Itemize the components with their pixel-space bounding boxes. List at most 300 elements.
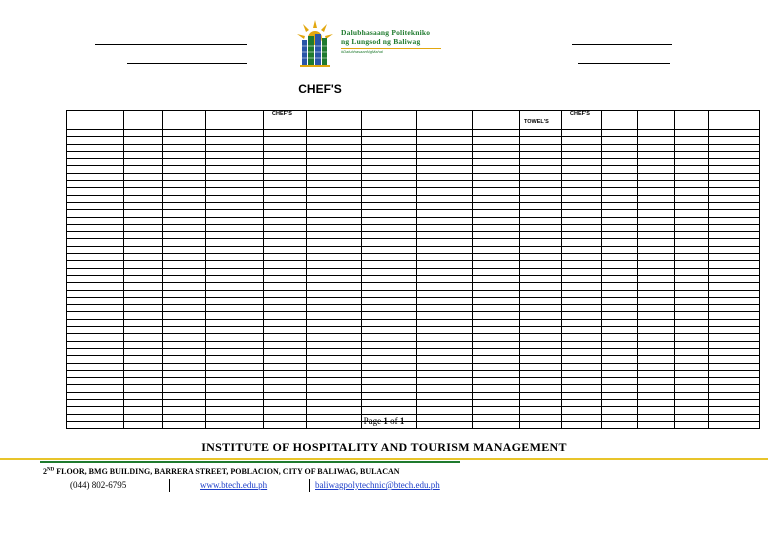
table-cell[interactable] xyxy=(562,327,602,334)
table-cell[interactable] xyxy=(473,392,520,399)
table-cell[interactable] xyxy=(417,312,473,319)
table-cell[interactable] xyxy=(124,319,163,326)
table-cell[interactable] xyxy=(675,290,709,297)
table-cell[interactable] xyxy=(473,239,520,246)
table-cell[interactable] xyxy=(473,283,520,290)
table-cell[interactable] xyxy=(709,246,760,253)
table-cell[interactable] xyxy=(602,290,638,297)
table-cell[interactable] xyxy=(602,297,638,304)
table-cell[interactable] xyxy=(206,385,264,392)
table-cell[interactable] xyxy=(709,392,760,399)
table-cell[interactable] xyxy=(124,268,163,275)
table-cell[interactable] xyxy=(417,195,473,202)
table-cell[interactable] xyxy=(206,202,264,209)
table-cell[interactable] xyxy=(709,202,760,209)
table-cell[interactable] xyxy=(675,341,709,348)
table-cell[interactable] xyxy=(520,137,562,144)
table-cell[interactable] xyxy=(264,166,307,173)
table-cell[interactable] xyxy=(362,334,417,341)
table-cell[interactable] xyxy=(124,356,163,363)
table-cell[interactable] xyxy=(67,297,124,304)
table-cell[interactable] xyxy=(602,159,638,166)
table-cell[interactable] xyxy=(562,239,602,246)
table-cell[interactable] xyxy=(307,275,362,282)
table-cell[interactable] xyxy=(264,378,307,385)
table-cell[interactable] xyxy=(417,378,473,385)
table-cell[interactable] xyxy=(638,378,675,385)
table-cell[interactable] xyxy=(163,305,206,312)
table-cell[interactable] xyxy=(307,283,362,290)
table-cell[interactable] xyxy=(124,173,163,180)
table-cell[interactable] xyxy=(520,151,562,158)
table-cell[interactable] xyxy=(417,370,473,377)
table-cell[interactable] xyxy=(307,232,362,239)
table-cell[interactable] xyxy=(163,137,206,144)
table-cell[interactable] xyxy=(163,334,206,341)
table-cell[interactable] xyxy=(638,327,675,334)
table-cell[interactable] xyxy=(562,392,602,399)
table-cell[interactable] xyxy=(709,348,760,355)
table-cell[interactable] xyxy=(124,290,163,297)
table-cell[interactable] xyxy=(675,159,709,166)
table-cell[interactable] xyxy=(709,210,760,217)
table-cell[interactable] xyxy=(417,283,473,290)
table-cell[interactable] xyxy=(124,407,163,414)
table-cell[interactable] xyxy=(417,137,473,144)
table-cell[interactable] xyxy=(307,268,362,275)
table-cell[interactable] xyxy=(67,370,124,377)
table-cell[interactable] xyxy=(362,356,417,363)
table-cell[interactable] xyxy=(709,283,760,290)
table-cell[interactable] xyxy=(362,385,417,392)
table-cell[interactable] xyxy=(307,327,362,334)
table-cell[interactable] xyxy=(675,385,709,392)
table-cell[interactable] xyxy=(67,210,124,217)
table-cell[interactable] xyxy=(709,224,760,231)
table-cell[interactable] xyxy=(520,202,562,209)
table-cell[interactable] xyxy=(520,363,562,370)
table-cell[interactable] xyxy=(307,188,362,195)
table-cell[interactable] xyxy=(417,334,473,341)
table-cell[interactable] xyxy=(638,290,675,297)
table-cell[interactable] xyxy=(709,173,760,180)
table-cell[interactable] xyxy=(124,370,163,377)
table-cell[interactable] xyxy=(163,239,206,246)
table-cell[interactable] xyxy=(307,305,362,312)
table-cell[interactable] xyxy=(638,341,675,348)
table-cell[interactable] xyxy=(602,202,638,209)
table-cell[interactable] xyxy=(473,378,520,385)
table-cell[interactable] xyxy=(67,385,124,392)
table-cell[interactable] xyxy=(562,159,602,166)
table-cell[interactable] xyxy=(520,341,562,348)
table-cell[interactable] xyxy=(562,305,602,312)
table-cell[interactable] xyxy=(638,195,675,202)
table-cell[interactable] xyxy=(264,130,307,137)
table-cell[interactable] xyxy=(206,327,264,334)
table-cell[interactable] xyxy=(264,268,307,275)
table-cell[interactable] xyxy=(362,173,417,180)
table-cell[interactable] xyxy=(362,363,417,370)
table-cell[interactable] xyxy=(562,297,602,304)
table-cell[interactable] xyxy=(473,297,520,304)
table-cell[interactable] xyxy=(124,297,163,304)
table-cell[interactable] xyxy=(562,130,602,137)
table-cell[interactable] xyxy=(362,224,417,231)
table-cell[interactable] xyxy=(562,378,602,385)
table-cell[interactable] xyxy=(417,319,473,326)
table-cell[interactable] xyxy=(67,173,124,180)
table-cell[interactable] xyxy=(67,275,124,282)
table-cell[interactable] xyxy=(163,378,206,385)
table-cell[interactable] xyxy=(206,210,264,217)
table-cell[interactable] xyxy=(67,232,124,239)
table-cell[interactable] xyxy=(562,334,602,341)
table-cell[interactable] xyxy=(675,363,709,370)
table-cell[interactable] xyxy=(264,173,307,180)
table-cell[interactable] xyxy=(602,232,638,239)
table-cell[interactable] xyxy=(163,319,206,326)
table-cell[interactable] xyxy=(520,239,562,246)
table-cell[interactable] xyxy=(638,137,675,144)
table-cell[interactable] xyxy=(67,312,124,319)
table-cell[interactable] xyxy=(562,137,602,144)
table-cell[interactable] xyxy=(163,327,206,334)
table-cell[interactable] xyxy=(602,275,638,282)
table-cell[interactable] xyxy=(362,268,417,275)
table-cell[interactable] xyxy=(709,399,760,406)
table-cell[interactable] xyxy=(362,327,417,334)
table-cell[interactable] xyxy=(473,341,520,348)
table-cell[interactable] xyxy=(67,217,124,224)
table-cell[interactable] xyxy=(638,319,675,326)
table-cell[interactable] xyxy=(307,370,362,377)
table-cell[interactable] xyxy=(675,312,709,319)
table-cell[interactable] xyxy=(709,356,760,363)
table-cell[interactable] xyxy=(362,254,417,261)
table-cell[interactable] xyxy=(520,275,562,282)
table-cell[interactable] xyxy=(163,399,206,406)
table-cell[interactable] xyxy=(163,312,206,319)
table-cell[interactable] xyxy=(417,348,473,355)
table-cell[interactable] xyxy=(675,224,709,231)
table-cell[interactable] xyxy=(562,188,602,195)
table-cell[interactable] xyxy=(417,268,473,275)
table-cell[interactable] xyxy=(206,370,264,377)
table-cell[interactable] xyxy=(206,151,264,158)
table-cell[interactable] xyxy=(675,370,709,377)
table-cell[interactable] xyxy=(163,195,206,202)
table-cell[interactable] xyxy=(362,137,417,144)
table-cell[interactable] xyxy=(473,224,520,231)
table-cell[interactable] xyxy=(206,275,264,282)
table-cell[interactable] xyxy=(417,224,473,231)
table-cell[interactable] xyxy=(307,239,362,246)
table-cell[interactable] xyxy=(562,399,602,406)
table-cell[interactable] xyxy=(675,144,709,151)
table-cell[interactable] xyxy=(473,181,520,188)
table-cell[interactable] xyxy=(67,378,124,385)
table-cell[interactable] xyxy=(562,363,602,370)
table-cell[interactable] xyxy=(307,246,362,253)
table-cell[interactable] xyxy=(562,254,602,261)
table-cell[interactable] xyxy=(163,348,206,355)
table-cell[interactable] xyxy=(163,341,206,348)
table-cell[interactable] xyxy=(307,144,362,151)
table-cell[interactable] xyxy=(638,232,675,239)
table-cell[interactable] xyxy=(264,348,307,355)
table-cell[interactable] xyxy=(638,297,675,304)
table-cell[interactable] xyxy=(307,202,362,209)
table-cell[interactable] xyxy=(520,173,562,180)
table-cell[interactable] xyxy=(124,348,163,355)
table-cell[interactable] xyxy=(473,268,520,275)
table-cell[interactable] xyxy=(638,283,675,290)
table-cell[interactable] xyxy=(417,173,473,180)
table-cell[interactable] xyxy=(67,341,124,348)
table-cell[interactable] xyxy=(362,144,417,151)
table-cell[interactable] xyxy=(473,399,520,406)
table-cell[interactable] xyxy=(206,130,264,137)
table-cell[interactable] xyxy=(67,327,124,334)
table-cell[interactable] xyxy=(206,341,264,348)
table-cell[interactable] xyxy=(124,210,163,217)
table-cell[interactable] xyxy=(362,130,417,137)
table-cell[interactable] xyxy=(264,239,307,246)
table-cell[interactable] xyxy=(602,356,638,363)
table-cell[interactable] xyxy=(520,210,562,217)
table-cell[interactable] xyxy=(417,305,473,312)
table-cell[interactable] xyxy=(638,159,675,166)
table-cell[interactable] xyxy=(602,399,638,406)
table-cell[interactable] xyxy=(520,232,562,239)
table-cell[interactable] xyxy=(264,144,307,151)
table-cell[interactable] xyxy=(163,188,206,195)
table-cell[interactable] xyxy=(307,137,362,144)
table-cell[interactable] xyxy=(206,392,264,399)
table-cell[interactable] xyxy=(307,130,362,137)
table-cell[interactable] xyxy=(264,341,307,348)
table-cell[interactable] xyxy=(264,305,307,312)
table-cell[interactable] xyxy=(638,275,675,282)
table-cell[interactable] xyxy=(602,378,638,385)
table-cell[interactable] xyxy=(709,275,760,282)
table-cell[interactable] xyxy=(638,268,675,275)
table-cell[interactable] xyxy=(562,151,602,158)
table-cell[interactable] xyxy=(709,166,760,173)
table-cell[interactable] xyxy=(124,137,163,144)
table-cell[interactable] xyxy=(307,297,362,304)
table-cell[interactable] xyxy=(562,341,602,348)
table-cell[interactable] xyxy=(67,181,124,188)
table-cell[interactable] xyxy=(417,290,473,297)
table-cell[interactable] xyxy=(163,275,206,282)
table-cell[interactable] xyxy=(362,275,417,282)
table-cell[interactable] xyxy=(307,210,362,217)
table-cell[interactable] xyxy=(602,173,638,180)
table-cell[interactable] xyxy=(417,130,473,137)
table-cell[interactable] xyxy=(206,181,264,188)
table-cell[interactable] xyxy=(124,378,163,385)
table-cell[interactable] xyxy=(638,130,675,137)
table-cell[interactable] xyxy=(675,378,709,385)
table-cell[interactable] xyxy=(206,166,264,173)
table-cell[interactable] xyxy=(675,217,709,224)
table-cell[interactable] xyxy=(473,188,520,195)
table-cell[interactable] xyxy=(562,181,602,188)
table-cell[interactable] xyxy=(163,202,206,209)
table-cell[interactable] xyxy=(307,348,362,355)
table-cell[interactable] xyxy=(163,217,206,224)
table-cell[interactable] xyxy=(638,348,675,355)
table-cell[interactable] xyxy=(675,188,709,195)
table-cell[interactable] xyxy=(264,327,307,334)
table-cell[interactable] xyxy=(473,210,520,217)
table-cell[interactable] xyxy=(307,290,362,297)
table-cell[interactable] xyxy=(562,232,602,239)
table-cell[interactable] xyxy=(362,399,417,406)
table-cell[interactable] xyxy=(362,232,417,239)
table-cell[interactable] xyxy=(417,210,473,217)
table-cell[interactable] xyxy=(638,188,675,195)
table-cell[interactable] xyxy=(638,312,675,319)
table-cell[interactable] xyxy=(675,356,709,363)
table-cell[interactable] xyxy=(562,348,602,355)
table-cell[interactable] xyxy=(520,378,562,385)
table-cell[interactable] xyxy=(638,210,675,217)
table-cell[interactable] xyxy=(520,297,562,304)
table-cell[interactable] xyxy=(417,239,473,246)
table-cell[interactable] xyxy=(163,144,206,151)
table-cell[interactable] xyxy=(417,151,473,158)
table-cell[interactable] xyxy=(163,407,206,414)
table-cell[interactable] xyxy=(307,173,362,180)
table-cell[interactable] xyxy=(67,151,124,158)
table-cell[interactable] xyxy=(602,407,638,414)
table-cell[interactable] xyxy=(307,166,362,173)
table-cell[interactable] xyxy=(638,407,675,414)
table-cell[interactable] xyxy=(307,312,362,319)
table-cell[interactable] xyxy=(602,137,638,144)
table-cell[interactable] xyxy=(520,348,562,355)
table-cell[interactable] xyxy=(675,210,709,217)
table-cell[interactable] xyxy=(473,261,520,268)
table-cell[interactable] xyxy=(307,217,362,224)
table-cell[interactable] xyxy=(206,348,264,355)
table-cell[interactable] xyxy=(67,188,124,195)
table-cell[interactable] xyxy=(362,166,417,173)
table-cell[interactable] xyxy=(206,290,264,297)
table-cell[interactable] xyxy=(675,327,709,334)
table-cell[interactable] xyxy=(307,319,362,326)
table-cell[interactable] xyxy=(675,283,709,290)
table-cell[interactable] xyxy=(264,210,307,217)
table-cell[interactable] xyxy=(520,370,562,377)
table-cell[interactable] xyxy=(638,144,675,151)
table-cell[interactable] xyxy=(562,166,602,173)
table-cell[interactable] xyxy=(264,246,307,253)
table-cell[interactable] xyxy=(67,399,124,406)
table-cell[interactable] xyxy=(709,312,760,319)
table-cell[interactable] xyxy=(675,137,709,144)
table-cell[interactable] xyxy=(307,254,362,261)
table-cell[interactable] xyxy=(124,166,163,173)
table-cell[interactable] xyxy=(417,159,473,166)
table-cell[interactable] xyxy=(520,305,562,312)
table-cell[interactable] xyxy=(67,254,124,261)
table-cell[interactable] xyxy=(638,356,675,363)
table-cell[interactable] xyxy=(124,159,163,166)
table-cell[interactable] xyxy=(67,283,124,290)
table-cell[interactable] xyxy=(264,370,307,377)
table-cell[interactable] xyxy=(675,392,709,399)
table-cell[interactable] xyxy=(709,334,760,341)
table-cell[interactable] xyxy=(562,224,602,231)
table-cell[interactable] xyxy=(124,195,163,202)
table-cell[interactable] xyxy=(124,202,163,209)
table-cell[interactable] xyxy=(709,159,760,166)
table-cell[interactable] xyxy=(206,356,264,363)
table-cell[interactable] xyxy=(520,224,562,231)
table-cell[interactable] xyxy=(307,392,362,399)
table-cell[interactable] xyxy=(206,363,264,370)
table-cell[interactable] xyxy=(124,144,163,151)
table-cell[interactable] xyxy=(417,399,473,406)
table-cell[interactable] xyxy=(520,195,562,202)
table-cell[interactable] xyxy=(67,305,124,312)
table-cell[interactable] xyxy=(264,137,307,144)
table-cell[interactable] xyxy=(473,137,520,144)
table-cell[interactable] xyxy=(417,232,473,239)
table-cell[interactable] xyxy=(520,159,562,166)
table-cell[interactable] xyxy=(709,181,760,188)
table-cell[interactable] xyxy=(709,144,760,151)
table-cell[interactable] xyxy=(124,327,163,334)
table-cell[interactable] xyxy=(520,283,562,290)
table-cell[interactable] xyxy=(562,275,602,282)
table-cell[interactable] xyxy=(307,356,362,363)
table-cell[interactable] xyxy=(709,327,760,334)
table-cell[interactable] xyxy=(709,290,760,297)
table-cell[interactable] xyxy=(473,195,520,202)
table-cell[interactable] xyxy=(417,363,473,370)
table-cell[interactable] xyxy=(67,224,124,231)
table-cell[interactable] xyxy=(362,407,417,414)
table-cell[interactable] xyxy=(602,254,638,261)
table-cell[interactable] xyxy=(562,261,602,268)
table-cell[interactable] xyxy=(307,195,362,202)
table-cell[interactable] xyxy=(264,334,307,341)
table-cell[interactable] xyxy=(124,385,163,392)
table-cell[interactable] xyxy=(124,334,163,341)
table-cell[interactable] xyxy=(67,144,124,151)
table-cell[interactable] xyxy=(473,305,520,312)
table-cell[interactable] xyxy=(163,283,206,290)
table-cell[interactable] xyxy=(709,254,760,261)
table-cell[interactable] xyxy=(264,385,307,392)
table-cell[interactable] xyxy=(362,297,417,304)
table-cell[interactable] xyxy=(638,239,675,246)
table-cell[interactable] xyxy=(124,275,163,282)
table-cell[interactable] xyxy=(264,356,307,363)
table-cell[interactable] xyxy=(67,363,124,370)
table-cell[interactable] xyxy=(562,217,602,224)
table-cell[interactable] xyxy=(709,188,760,195)
table-cell[interactable] xyxy=(417,254,473,261)
table-cell[interactable] xyxy=(163,166,206,173)
table-cell[interactable] xyxy=(520,392,562,399)
table-cell[interactable] xyxy=(206,283,264,290)
